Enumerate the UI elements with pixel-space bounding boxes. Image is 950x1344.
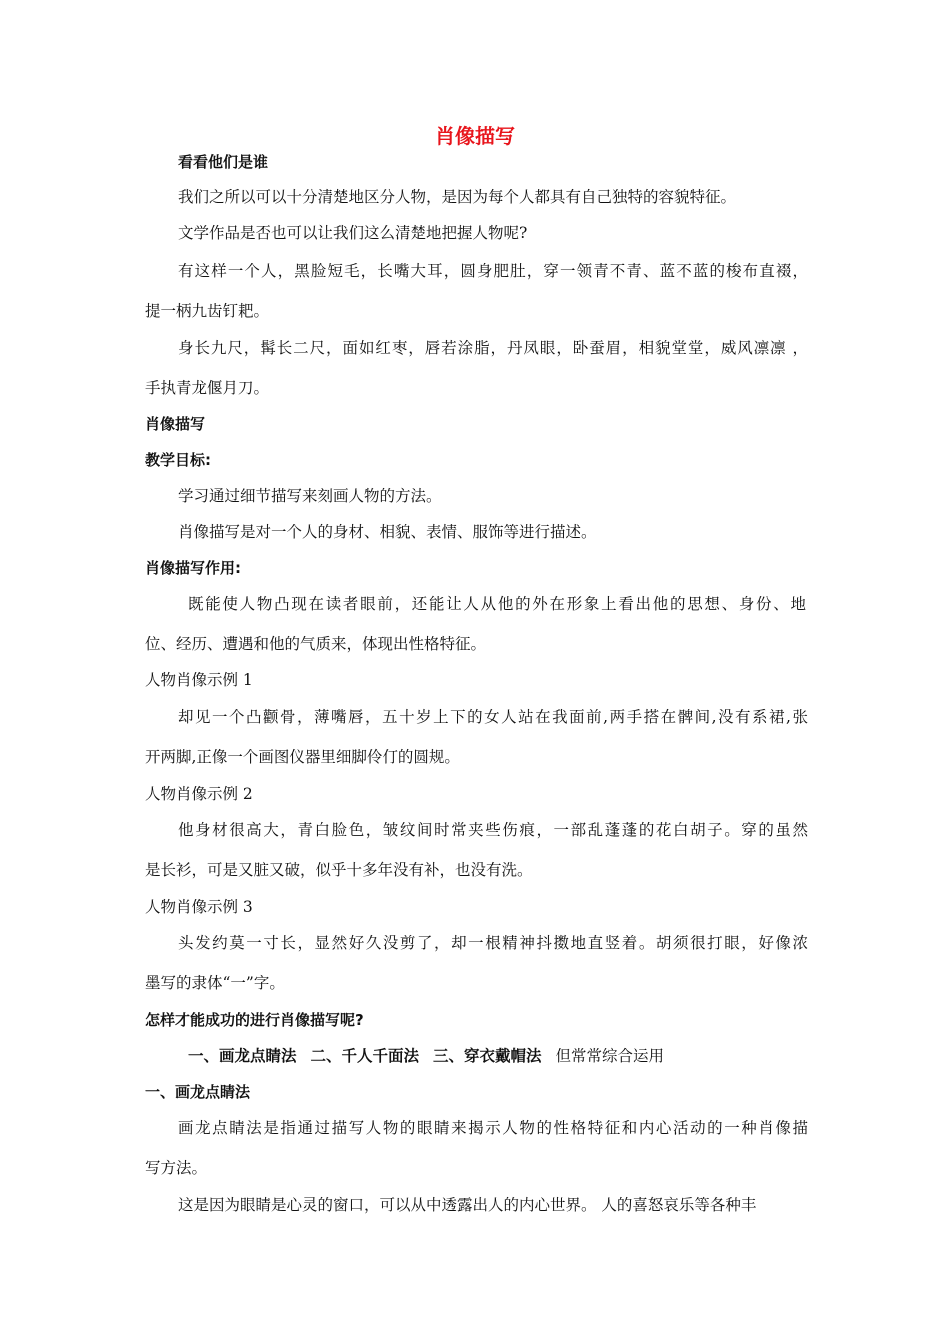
example-3-label: 人物肖像示例 3 [145, 898, 253, 916]
intro-paragraph-4-line-1: 身长九尺，髯长二尺，面如红枣，唇若涂脂，丹凤眼，卧蚕眉，相貌堂堂，威风凛凛 ， [178, 339, 808, 357]
example-3-line-2: 墨写的隶体“一”字。 [145, 974, 285, 992]
example-3-line-1: 头发约莫一寸长，显然好久没剪了，却一根精神抖擞地直竖着。胡须很打眼，好像浓 [178, 934, 808, 952]
intro-heading: 看看他们是谁 [178, 153, 269, 171]
intro-paragraph-2: 文学作品是否也可以让我们这么清楚地把握人物呢? [178, 224, 528, 242]
method-1-paragraph-1-line-2: 写方法。 [145, 1159, 208, 1177]
example-1-label: 人物肖像示例 1 [145, 671, 253, 689]
intro-paragraph-4-line-2: 手执青龙偃月刀。 [145, 379, 270, 397]
function-paragraph-line-2: 位、经历、遭遇和他的气质来，体现出性格特征。 [145, 635, 487, 653]
teaching-goal-heading: 教学目标: [145, 451, 211, 469]
method-1-heading: 一、画龙点睛法 [145, 1083, 251, 1101]
method-1: 一、画龙点睛法 [188, 1047, 297, 1065]
example-2-line-1: 他身材很高大，青白脸色，皱纹间时常夹些伤痕，一部乱蓬蓬的花白胡子。穿的虽然 [178, 821, 808, 839]
method-3: 三、穿衣戴帽法 [433, 1047, 542, 1065]
how-to-heading: 怎样才能成功的进行肖像描写呢? [145, 1011, 364, 1029]
example-1-line-1: 却见一个凸颧骨，薄嘴唇，五十岁上下的女人站在我面前,两手搭在髀间,没有系裙,张 [178, 708, 808, 726]
method-2: 二、千人千面法 [310, 1047, 420, 1065]
methods-line [188, 1046, 664, 1066]
method-1-paragraph-2-line-1: 这是因为眼睛是心灵的窗口，可以从中透露出人的内心世界。 人的喜怒哀乐等各种丰 [178, 1196, 757, 1214]
section-heading-portrait: 肖像描写 [145, 415, 206, 433]
example-2-line-2: 是长衫，可是又脏又破，似乎十多年没有补，也没有洗。 [145, 861, 533, 879]
example-1-line-2: 开两脚,正像一个画图仪器里细脚伶仃的圆规。 [145, 748, 460, 766]
teaching-goal-paragraph-1: 学习通过细节描写来刻画人物的方法。 [178, 487, 442, 505]
methods-note: 但常常综合运用 [555, 1047, 665, 1065]
example-2-label: 人物肖像示例 2 [145, 785, 253, 803]
teaching-goal-paragraph-2: 肖像描写是对一个人的身材、相貌、表情、服饰等进行描述。 [178, 523, 597, 541]
page-title: 肖像描写 [435, 124, 515, 148]
intro-paragraph-3-line-1: 有这样一个人，黑脸短毛，长嘴大耳，圆身肥肚，穿一领青不青、蓝不蓝的梭布直裰， [178, 262, 808, 280]
intro-paragraph-1: 我们之所以可以十分清楚地区分人物，是因为每个人都具有自己独特的容貌特征。 [178, 188, 737, 206]
intro-paragraph-3-line-2: 提一柄九齿钉耙。 [145, 302, 270, 320]
function-paragraph-line-1: 既能使人物凸现在读者眼前，还能让人从他的外在形象上看出他的思想、身份、地 [188, 595, 806, 613]
function-heading: 肖像描写作用: [145, 559, 241, 577]
method-1-paragraph-1-line-1: 画龙点睛法是指通过描写人物的眼睛来揭示人物的性格特征和内心活动的一种肖像描 [178, 1119, 808, 1137]
